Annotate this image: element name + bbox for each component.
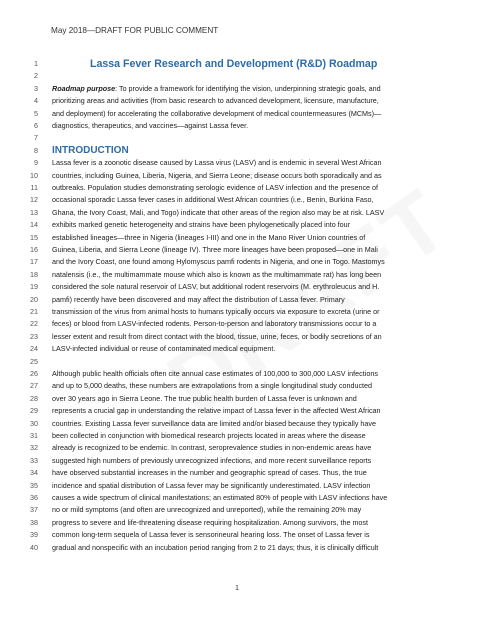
line-number: 34 [30,468,38,478]
document-line [0,58,479,70]
line-text: outbreaks. Population studies demonstrating serologic evidence of LASV infection and the presence of [52,183,379,192]
document-line [0,529,479,541]
line-number: 1 [34,59,38,68]
document-line [0,120,479,132]
document-line [0,256,479,268]
line-text: established lineages—three in Nigeria (lineages I-III) and one in the Mano River Union countries of [52,232,366,242]
line-text: Although public health officials often cite annual case estimates of 100,000 to 300,000 LASV infections [52,369,378,378]
line-text: been collected in conjunction with biomedical research projects located in areas where the disease [52,431,366,440]
line-number: 29 [30,406,38,416]
line-number: 18 [30,269,38,279]
line-number: 8 [34,145,38,155]
line-number: 33 [30,455,38,465]
document-line [0,504,479,516]
document-line [0,393,479,405]
line-number: 32 [30,443,38,453]
line-number: 3 [34,83,38,93]
line-number: 22 [30,319,38,329]
line-text: already is recognized to be endemic. In contrast, seroprevalence studies in non-endemic areas have [52,443,372,453]
document-line [0,232,479,244]
line-text: pamfi) recently have been discovered and may affect the distribution of Lassa fever. Primary [52,294,345,304]
line-number: 35 [30,480,38,490]
line-number: 4 [34,96,38,106]
document-line [0,380,479,392]
document-line [0,418,479,430]
line-text: LASV-infected individual or reuse of contaminated medical equipment. [52,344,276,354]
document-line [0,269,479,281]
line-number: 26 [30,369,38,378]
document-line [0,157,479,169]
line-number: 11 [30,183,38,192]
line-text: occasional sporadic Lassa fever cases in additional West African countries (i.e., Benin, Burkina Faso, [52,195,374,205]
document-line [0,306,479,318]
document-line [0,356,479,368]
line-number: 5 [34,108,38,118]
line-number: 40 [30,542,38,552]
document-line [0,455,479,467]
document-line [0,70,479,82]
line-number: 30 [30,418,38,428]
line-number: 21 [30,307,38,316]
document-line [0,542,479,554]
line-text: suggested high numbers of previously unrecognized infections, and more recent surveillance reports [52,455,372,465]
document-line [0,281,479,293]
document-line [0,83,479,95]
document-line [0,442,479,454]
document-line [0,331,479,343]
page-number: 1 [235,583,239,592]
line-number: 37 [30,505,38,515]
line-number: 16 [30,245,38,254]
line-number: 25 [30,356,38,366]
document-line [0,219,479,231]
line-text: natalensis (i.e., the multimammate mouse which also is known as the multimammate rat) has long been [52,269,382,279]
line-number: 36 [30,493,38,502]
document-line [0,517,479,529]
line-number: 10 [30,170,38,180]
document-line [0,182,479,194]
line-number: 23 [30,331,38,341]
line-text: have observed substantial increases in the number and geographic spread of cases. Thus, the true [52,468,367,478]
line-number: 20 [30,294,38,304]
line-text: Ghana, the Ivory Coast, Mali, and Togo) indicate that other areas of the region also may be at risk. LASV [52,207,385,217]
line-text: countries. Existing Lassa fever surveillance data are limited and/or biased because they typically have [52,418,377,428]
line-text: prioritizing areas and activities (from basic research to advanced development, licensure, manufacture, [52,96,379,106]
document-line [0,343,479,355]
line-text [52,83,381,95]
line-number: 9 [34,158,38,168]
line-text: diagnostics, therapeutics, and vaccines—against Lassa fever. [52,121,249,130]
line-number: 38 [30,517,38,527]
document-line [0,145,479,157]
page-header: May 2018—DRAFT FOR PUBLIC COMMENT [51,26,219,35]
line-number: 28 [30,393,38,403]
line-text: common long-term sequela of Lassa fever is sensorineural hearing loss. The onset of Lassa fever is [52,530,370,540]
document-line [0,405,479,417]
roadmap-purpose-label: Roadmap purpose [52,83,116,93]
line-number: 15 [30,232,38,242]
line-number: 6 [34,121,38,130]
document-line [0,194,479,206]
line-text: and the Ivory Coast, one found among Hylomyscus pamfi rodents in Nigeria, and one in Togo. Mastomys [52,257,385,267]
line-number: 19 [30,282,38,292]
line-text: lesser extent and result from direct contact with the blood, tissue, urine, feces, or bodily secretions of an [52,331,382,341]
document-line [0,207,479,219]
document-line [0,170,479,182]
document-title: Lassa Fever Research and Development (R&D) Roadmap [90,58,378,70]
section-heading: INTRODUCTION [52,144,129,156]
document-line [0,132,479,144]
line-text: progress to severe and life-threatening disease requiring hospitalization. Among survivors, the most [52,517,369,527]
line-text: exhibits marked genetic heterogeneity and strains have been phylogenetically placed into four [52,220,351,230]
line-text: feces) or blood from LASV-infected rodents. Person-to-person and laboratory transmissions occur to a [52,319,377,329]
line-text: considered the sole natural reservoir of LASV, but additional rodent reservoirs (M. erythroleucus and H. [52,282,380,292]
document-line [0,492,479,504]
document-line [0,294,479,306]
document-line [0,244,479,256]
line-number: 12 [30,195,38,205]
line-number: 31 [30,431,38,440]
line-text: Guinea, Liberia, and Sierra Leone (lineage IV). Three more lineages have been proposed—one in Mali [52,245,378,254]
line-text: countries, including Guinea, Liberia, Nigeria, and Sierra Leone; disease occurs both sporadically and as [52,170,382,180]
line-text: Lassa fever is a zoonotic disease caused by Lassa virus (LASV) and is endemic in several West African [52,158,382,168]
document-line [0,368,479,380]
line-text: represents a crucial gap in understanding the relative impact of Lassa fever in the affected West African [52,406,381,416]
document-line [0,108,479,120]
line-text: causes a wide spectrum of clinical manifestations; an estimated 80% of people with LASV infections have [52,493,388,502]
document-line [0,430,479,442]
line-number: 24 [30,344,38,354]
line-number: 27 [30,381,38,391]
document-line [0,95,479,107]
line-text: over 30 years ago in Sierra Leone. The true public health burden of Lassa fever is unknown and [52,393,357,403]
line-number: 7 [34,133,38,143]
line-number: 17 [30,257,38,267]
line-text: and up to 5,000 deaths, these numbers are extrapolations from a single longitudinal study conducted [52,381,373,391]
document-line [0,480,479,492]
line-text: transmission of the virus from animal hosts to humans typically occurs via exposure to excreta (urine or [52,307,380,316]
line-number: 2 [34,71,38,81]
document-line [0,318,479,330]
line-number: 14 [30,220,38,230]
line-number: 39 [30,530,38,540]
document-line [0,467,479,479]
line-number: 13 [30,207,38,217]
line-text: and deployment) for accelerating the collaborative development of medical countermeasures (MCMs)— [52,108,382,118]
line-text: incidence and spatial distribution of Lassa fever may be significantly underestimated. LASV infection [52,480,371,490]
line-text: gradual and nonspecific with an incubation period ranging from 2 to 21 days; thus, it is clinically difficult [52,542,379,552]
line-text-rest: : To provide a framework for identifying the vision, underpinning strategic goals, and [115,83,381,93]
line-text: no or mild symptoms (and often are unrecognized and unreported), while the remaining 20% may [52,505,362,515]
